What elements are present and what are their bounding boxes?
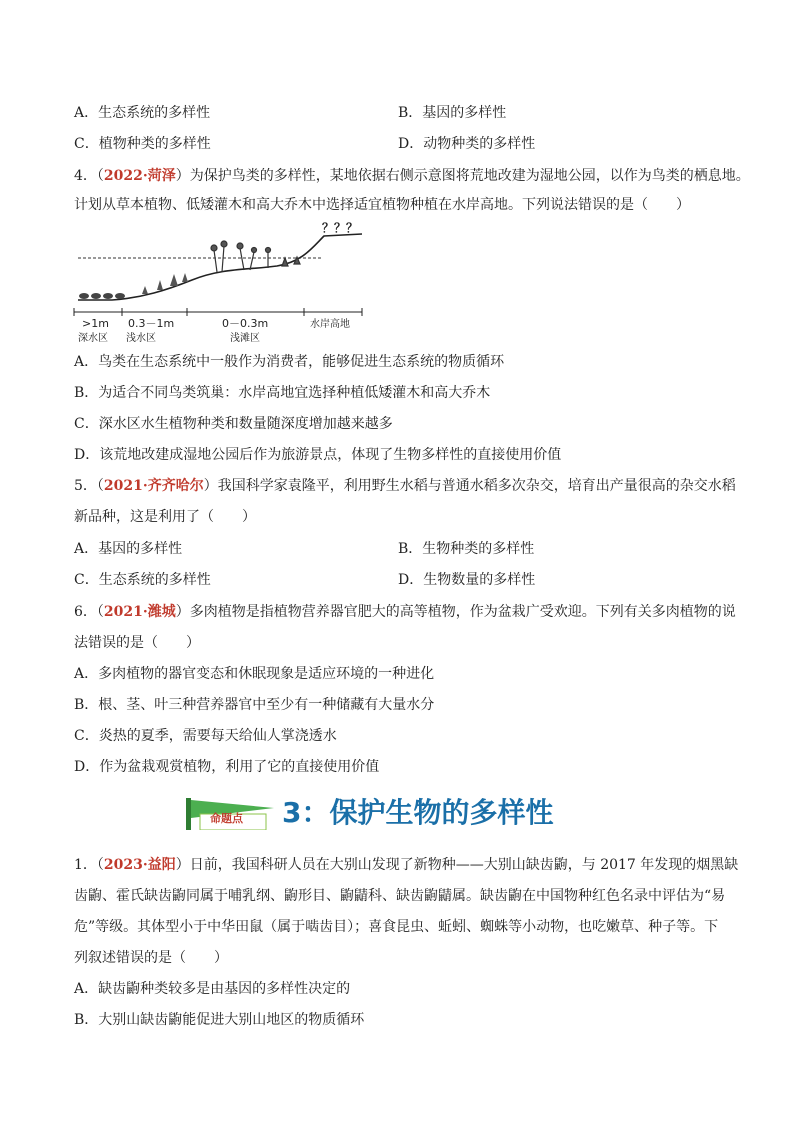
- s3q1-stem-line2: 齿鼩、霍氏缺齿鼩同属于哺乳纲、鼩形目、鼩鼱科、缺齿鼩鼱属。缺齿鼩在中国物种红色名录中评估为“易: [74, 888, 726, 904]
- flag-label: 命题点: [210, 812, 243, 825]
- ground-profile: [78, 234, 362, 300]
- q4-option-d: D．该荒地改建成湿地公园后作为旅游景点，体现了生物多样性的直接使用价值: [74, 447, 562, 463]
- q6-stem-line1: 6．（2021·潍城）多肉植物是指植物营养器官肥大的高等植物，作为盆栽广受欢迎。下列有关多肉植物的说: [74, 604, 736, 620]
- figure-question-marks: ？？？: [322, 221, 359, 235]
- q5-option-b: B．生物种类的多样性: [398, 541, 535, 557]
- q5-option-c: C．生态系统的多样性: [74, 572, 211, 588]
- q5-option-d: D．生物数量的多样性: [398, 572, 536, 588]
- shoal-zone-plants: [211, 241, 300, 272]
- q6-stem-line2: 法错误的是（ ）: [74, 635, 200, 651]
- q4-option-c: C．深水区水生植物种类和数量随深度增加越来越多: [74, 416, 393, 432]
- q6-option-d: D．作为盆栽观赏植物，利用了它的直接使用价值: [74, 759, 380, 775]
- q6-option-a: A．多肉植物的器官变态和休眠现象是适应环境的一种进化: [74, 666, 435, 682]
- deep-zone-rocks: [79, 293, 125, 299]
- s3q1-option-b: B．大别山缺齿鼩能促进大别山地区的物质循环: [74, 1012, 365, 1028]
- q6-option-b: B．根、茎、叶三种营养器官中至少有一种储藏有大量水分: [74, 697, 435, 713]
- s3q1-stem-line4: 列叙述错误的是（ ）: [74, 950, 228, 966]
- zone-label-highland: 水岸高地: [310, 319, 350, 330]
- q4-stem-line2: 计划从草本植物、低矮灌木和高大乔木中选择适宜植物种植在水岸高地。下列说法错误的是（ ）: [74, 197, 690, 213]
- depth-label-shoal: 0－0.3m: [222, 317, 269, 330]
- zone-label-deep: 深水区: [78, 333, 108, 344]
- wetland-diagram: [72, 218, 372, 346]
- s3q1-option-a: A．缺齿鼩种类较多是由基因的多样性决定的: [74, 981, 351, 997]
- q6-option-c: C．炎热的夏季，需要每天给仙人掌浇透水: [74, 728, 337, 744]
- depth-label-deep: >1m: [82, 317, 109, 330]
- s3q1-stem-line3: 危”等级。其体型小于中华田鼠（属于啮齿目）；喜食昆虫、蚯蚓、蜘蛛等小动物，也吃嫩草、种子等。下: [74, 919, 719, 935]
- q4-option-a: A．鸟类在生态系统中一般作为消费者，能够促进生态系统的物质循环: [74, 354, 505, 370]
- q5-stem-line1: 5．（2021·齐齐哈尔）我国科学家袁隆平，利用野生水稻与普通水稻多次杂交，培育出产量很高的杂交水稻: [74, 478, 736, 494]
- s3q1-source: 2023·益阳: [103, 857, 176, 873]
- q5-stem-line2: 新品种，这是利用了（ ）: [74, 509, 256, 525]
- q4-option-b: B．为适合不同鸟类筑巢：水岸高地宜选择种植低矮灌木和高大乔木: [74, 385, 491, 401]
- depth-label-shallow: 0.3－1m: [128, 317, 175, 330]
- q3-option-d: D．动物种类的多样性: [398, 136, 536, 152]
- zone-label-shallow: 浅水区: [126, 333, 156, 344]
- q3-option-b: B．基因的多样性: [398, 105, 507, 121]
- section-title: 3：保护生物的多样性: [282, 796, 554, 829]
- s3q1-stem-line1: 1．（2023·益阳）日前，我国科研人员在大别山发现了新物种——大别山缺齿鼩，与 2017 年发现的烟黑缺: [74, 857, 739, 873]
- section-header: [186, 794, 646, 832]
- wetland-figure: [72, 218, 372, 346]
- q5-option-a: A．基因的多样性: [74, 541, 183, 557]
- q5-source: 2021·齐齐哈尔: [103, 478, 204, 494]
- zone-label-shoal: 浅滩区: [230, 333, 260, 344]
- q6-source: 2021·潍城: [103, 604, 176, 620]
- q4-source: 2022·菏泽: [103, 168, 176, 184]
- q4-stem-line1: 4．（2022·菏泽）为保护鸟类的多样性，某地依据右侧示意图将荒地改建为湿地公园，以作为鸟类的栖息地。: [74, 168, 750, 184]
- q3-option-c: C．植物种类的多样性: [74, 136, 211, 152]
- q3-option-a: A．生态系统的多样性: [74, 105, 211, 121]
